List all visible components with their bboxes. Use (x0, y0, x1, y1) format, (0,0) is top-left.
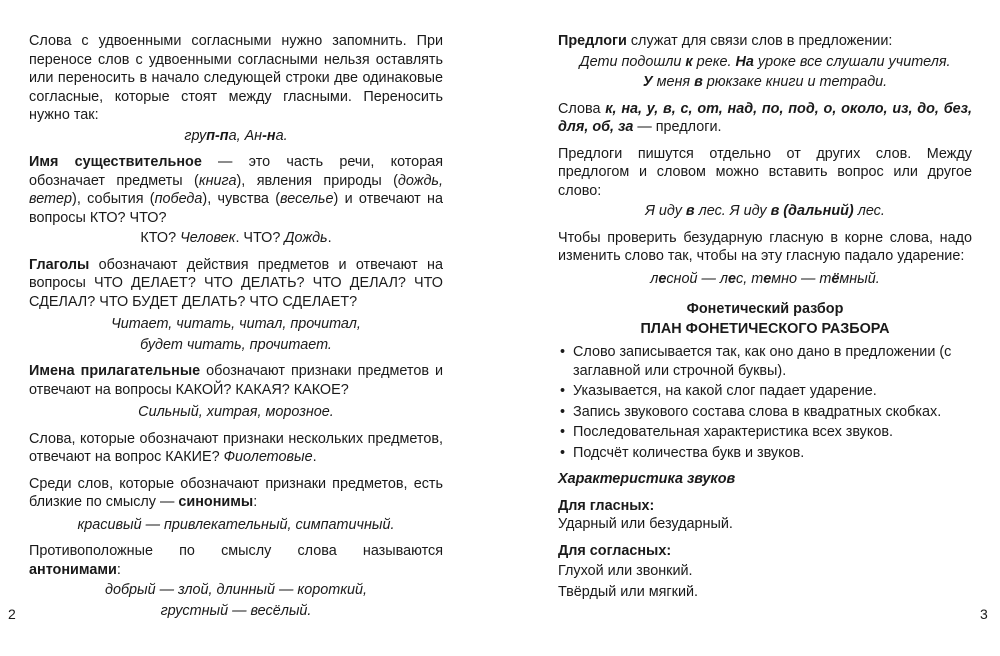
list-item: • Указывается, на какой слог падает ударение. (558, 382, 972, 401)
antonyms-example-1: добрый — злой, длинный — короткий, (104, 582, 367, 598)
noun-example: КТО? Человек. ЧТО? Дождь. (140, 230, 332, 246)
consonants-label: Для согласных: (558, 542, 672, 559)
list-item: • Слово записывается так, как оно дано в предложении (с заглавной или строчной буквы). (558, 343, 972, 380)
antonyms-definition: Противоположные по смыслу слова называются антонимами: (29, 543, 443, 578)
phonetic-subtitle: ПЛАН ФОНЕТИЧЕСКОГО РАЗБОРА (640, 320, 890, 337)
list-item: • Запись звукового состава слова в квадратных скобках. (558, 403, 972, 422)
unstressed-vowel-example: лесной — лес, темно — тёмный. (650, 270, 880, 287)
synonyms-example: красивый — привлекательный, симпатичный. (77, 516, 395, 533)
consonants-text-1: Глухой или звонкий. (558, 563, 693, 579)
verbs-example-2: будет читать, прочитает. (140, 336, 332, 353)
vowels-label: Для гласных: (558, 497, 655, 514)
right-page (530, 0, 1000, 656)
doubled-consonants-example: груп-па, Ан-на. (184, 127, 288, 144)
prepositions-definition: Предлоги служат для связи слов в предложении: (558, 33, 893, 49)
doubled-consonants-rule: Слова с удвоенными согласными нужно запомнить. При переносе слов с удвоенными согласными нельзя оставлять или переносить в начало следующей строки две одинаковые согласные, которые стоят между гласными. Переносить нужно так: (29, 33, 443, 123)
list-item: • Подсчёт количества букв и звуков. (558, 444, 972, 463)
page-number-left: 2 (8, 606, 16, 622)
vowels-text: Ударный или безударный. (558, 516, 733, 532)
synonyms-definition: Среди слов, которые обозначают признаки предметов, есть близкие по смыслу — синонимы: (29, 475, 443, 510)
prepositions-example-2: У меня в рюкзаке книги и тетради. (642, 74, 888, 90)
page-number-right: 3 (980, 606, 988, 622)
adjectives-definition: Имена прилагательные обозначают признаки предметов и отвечают на вопросы КАКОЙ? КАКАЯ? КАКОЕ? (29, 363, 444, 398)
prepositions-separate-rule: Предлоги пишутся отдельно от других слов. Между предлогом и словом можно вставить вопрос или другое слово: (558, 145, 972, 199)
sounds-title: Характеристика звуков (558, 471, 736, 487)
prepositions-separate-example: Я иду в лес. Я иду в (дальний) лес. (645, 203, 885, 219)
left-page (0, 0, 470, 656)
right-column (558, 32, 972, 601)
phonetic-plan-list (558, 343, 972, 462)
prepositions-list: Слова к, на, у, в, с, от, над, по, под, о, около, из, до, без, для, об, за — предлоги. (558, 100, 972, 135)
unstressed-vowel-rule: Чтобы проверить безударную гласную в корне слова, надо изменить слово так, чтобы на эту гласную падало ударение: (558, 229, 972, 264)
prepositions-example-1: Дети подошли к реке. На уроке все слушали учителя. (579, 53, 951, 70)
list-item: • Последовательная характеристика всех звуков. (558, 423, 972, 442)
noun-definition: Имя существительное — это часть речи, которая обозначает предметы (книга), явления природы (дождь, ветер), события (победа), чувства (веселье) и отвечают на вопросы КТО? ЧТО? (29, 154, 443, 226)
plural-adjectives-rule: Слова, которые обозначают признаки нескольких предметов, отвечают на вопрос КАКИЕ? Фиолетовые. (29, 430, 443, 465)
phonetic-title: Фонетический разбор (686, 301, 844, 317)
left-column (29, 32, 443, 620)
adjectives-example: Сильный, хитрая, морозное. (138, 404, 334, 420)
verbs-example-1: Читает, читать, читал, прочитал, (111, 316, 361, 332)
verbs-definition: Глаголы обозначают действия предметов и отвечают на вопросы ЧТО ДЕЛАЕТ? ЧТО ДЕЛАТЬ? ЧТО ДЕЛАЛ? ЧТО СДЕЛАЛ? ЧТО БУДЕТ ДЕЛАТЬ? ЧТО СДЕЛАЕТ? (29, 256, 443, 310)
consonants-text-2: Твёрдый или мягкий. (558, 583, 699, 600)
antonyms-example-2: грустный — весёлый. (160, 602, 312, 619)
